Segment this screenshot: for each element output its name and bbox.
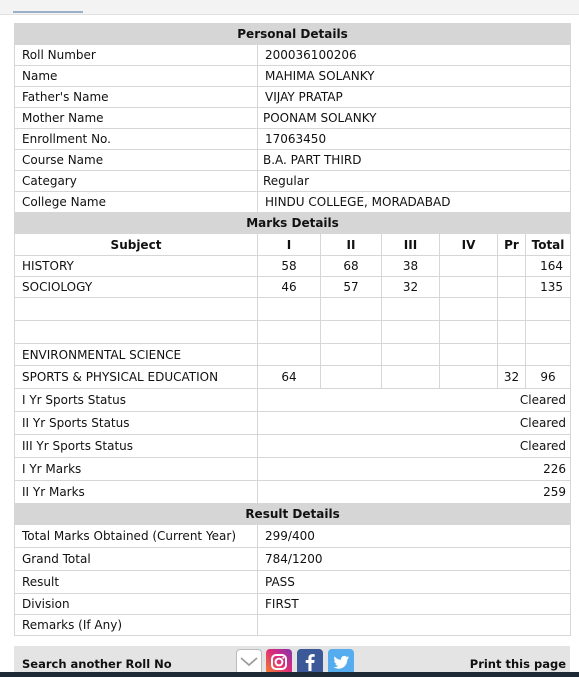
roll-value: 200036100206 xyxy=(258,45,571,66)
col-header-iv: IV xyxy=(440,234,498,256)
mark-cell: 57 xyxy=(321,277,382,298)
result-label: Result xyxy=(15,571,258,594)
result-heading: Result Details xyxy=(15,504,571,525)
name-label: Name xyxy=(15,66,258,87)
subject-cell xyxy=(15,321,258,344)
mark-cell: 64 xyxy=(258,366,321,389)
mark-cell xyxy=(321,344,382,366)
division-label: Division xyxy=(15,594,258,615)
subject-cell: SOCIOLOGY xyxy=(15,277,258,298)
father-label: Father's Name xyxy=(15,87,258,108)
college-label: College Name xyxy=(15,192,258,213)
mark-cell xyxy=(321,321,382,344)
total-cell: 135 xyxy=(526,277,571,298)
mark-cell xyxy=(498,298,526,321)
col-header-iii: III xyxy=(382,234,440,256)
subject-cell: HISTORY xyxy=(15,256,258,277)
grand-total-label: Grand Total xyxy=(15,548,258,571)
summary-row xyxy=(15,458,571,481)
table-row-empty xyxy=(15,321,571,344)
section-header-result xyxy=(15,504,571,525)
total-marks-value: 299/400 xyxy=(258,525,571,548)
mark-cell xyxy=(440,344,498,366)
total-cell xyxy=(526,321,571,344)
subject-cell: ENVIRONMENTAL SCIENCE xyxy=(15,344,258,366)
table-row xyxy=(15,525,571,548)
personal-heading: Personal Details xyxy=(15,24,571,45)
course-value: B.A. PART THIRD xyxy=(258,150,571,171)
summary-value: 226 xyxy=(258,458,571,481)
search-another-roll-link[interactable]: Search another Roll No xyxy=(22,657,172,671)
mark-cell: 58 xyxy=(258,256,321,277)
table-row xyxy=(15,366,571,389)
roll-label: Roll Number xyxy=(15,45,258,66)
remarks-label: Remarks (If Any) xyxy=(15,615,258,636)
section-header-personal xyxy=(15,24,571,45)
category-value: Regular xyxy=(258,171,571,192)
table-row xyxy=(15,548,571,571)
mark-cell xyxy=(258,298,321,321)
mark-cell xyxy=(382,298,440,321)
father-value: VIJAY PRATAP xyxy=(258,87,571,108)
course-label: Course Name xyxy=(15,150,258,171)
marks-heading: Marks Details xyxy=(15,213,571,234)
mark-cell xyxy=(382,366,440,389)
summary-row xyxy=(15,412,571,435)
mark-cell xyxy=(440,277,498,298)
name-value: MAHIMA SOLANKY xyxy=(258,66,571,87)
table-row xyxy=(15,87,571,108)
mark-cell xyxy=(258,344,321,366)
browser-tab-strip xyxy=(0,0,579,15)
summary-value: Cleared xyxy=(258,412,571,435)
section-header-marks xyxy=(15,213,571,234)
total-cell: 96 xyxy=(526,366,571,389)
summary-label: I Yr Sports Status xyxy=(15,389,258,412)
summary-value: 259 xyxy=(258,481,571,504)
mother-label: Mother Name xyxy=(15,108,258,129)
table-row xyxy=(15,45,571,66)
table-row xyxy=(15,108,571,129)
summary-value: Cleared xyxy=(258,435,571,458)
result-table xyxy=(14,23,571,636)
result-value: PASS xyxy=(258,571,571,594)
mark-cell xyxy=(382,321,440,344)
table-row xyxy=(15,129,571,150)
enroll-value: 17063450 xyxy=(258,129,571,150)
summary-label: II Yr Sports Status xyxy=(15,412,258,435)
table-row xyxy=(15,571,571,594)
summary-value: Cleared xyxy=(258,389,571,412)
category-label: Categary xyxy=(15,171,258,192)
print-page-link[interactable]: Print this page xyxy=(469,657,566,671)
summary-label: III Yr Sports Status xyxy=(15,435,258,458)
mark-cell xyxy=(258,321,321,344)
grand-total-value: 784/1200 xyxy=(258,548,571,571)
mark-cell xyxy=(440,256,498,277)
mark-cell xyxy=(498,321,526,344)
mark-cell: 38 xyxy=(382,256,440,277)
table-row xyxy=(15,594,571,615)
college-value: HINDU COLLEGE, MORADABAD xyxy=(258,192,571,213)
mother-value: POONAM SOLANKY xyxy=(258,108,571,129)
subject-cell: SPORTS & PHYSICAL EDUCATION xyxy=(15,366,258,389)
pr-cell: 32 xyxy=(498,366,526,389)
mark-cell xyxy=(440,366,498,389)
mark-cell xyxy=(498,277,526,298)
col-header-total: Total xyxy=(526,234,571,256)
mark-cell xyxy=(440,321,498,344)
mark-cell xyxy=(321,366,382,389)
total-cell xyxy=(526,298,571,321)
mark-cell: 32 xyxy=(382,277,440,298)
table-row xyxy=(15,150,571,171)
mark-cell xyxy=(498,256,526,277)
total-cell: 164 xyxy=(526,256,571,277)
total-marks-label: Total Marks Obtained (Current Year) xyxy=(15,525,258,548)
division-value: FIRST xyxy=(258,594,571,615)
table-row xyxy=(15,344,571,366)
mark-cell xyxy=(321,298,382,321)
col-header-pr: Pr xyxy=(498,234,526,256)
table-row-empty xyxy=(15,298,571,321)
mark-cell: 68 xyxy=(321,256,382,277)
table-row xyxy=(15,171,571,192)
table-row xyxy=(15,277,571,298)
summary-row xyxy=(15,481,571,504)
enroll-label: Enrollment No. xyxy=(15,129,258,150)
summary-label: II Yr Marks xyxy=(15,481,258,504)
summary-row xyxy=(15,435,571,458)
active-tab-indicator xyxy=(13,11,83,13)
table-row xyxy=(15,256,571,277)
mark-cell xyxy=(440,298,498,321)
marks-header-row xyxy=(15,234,571,256)
mark-cell xyxy=(382,344,440,366)
remarks-value xyxy=(258,615,571,636)
subject-cell xyxy=(15,298,258,321)
mark-cell xyxy=(498,344,526,366)
table-row xyxy=(15,615,571,636)
col-header-i: I xyxy=(258,234,321,256)
col-header-ii: II xyxy=(321,234,382,256)
summary-label: I Yr Marks xyxy=(15,458,258,481)
summary-row xyxy=(15,389,571,412)
table-row xyxy=(15,66,571,87)
taskbar-edge xyxy=(0,672,579,677)
total-cell xyxy=(526,344,571,366)
col-header-subject: Subject xyxy=(15,234,258,256)
table-row xyxy=(15,192,571,213)
mark-cell: 46 xyxy=(258,277,321,298)
